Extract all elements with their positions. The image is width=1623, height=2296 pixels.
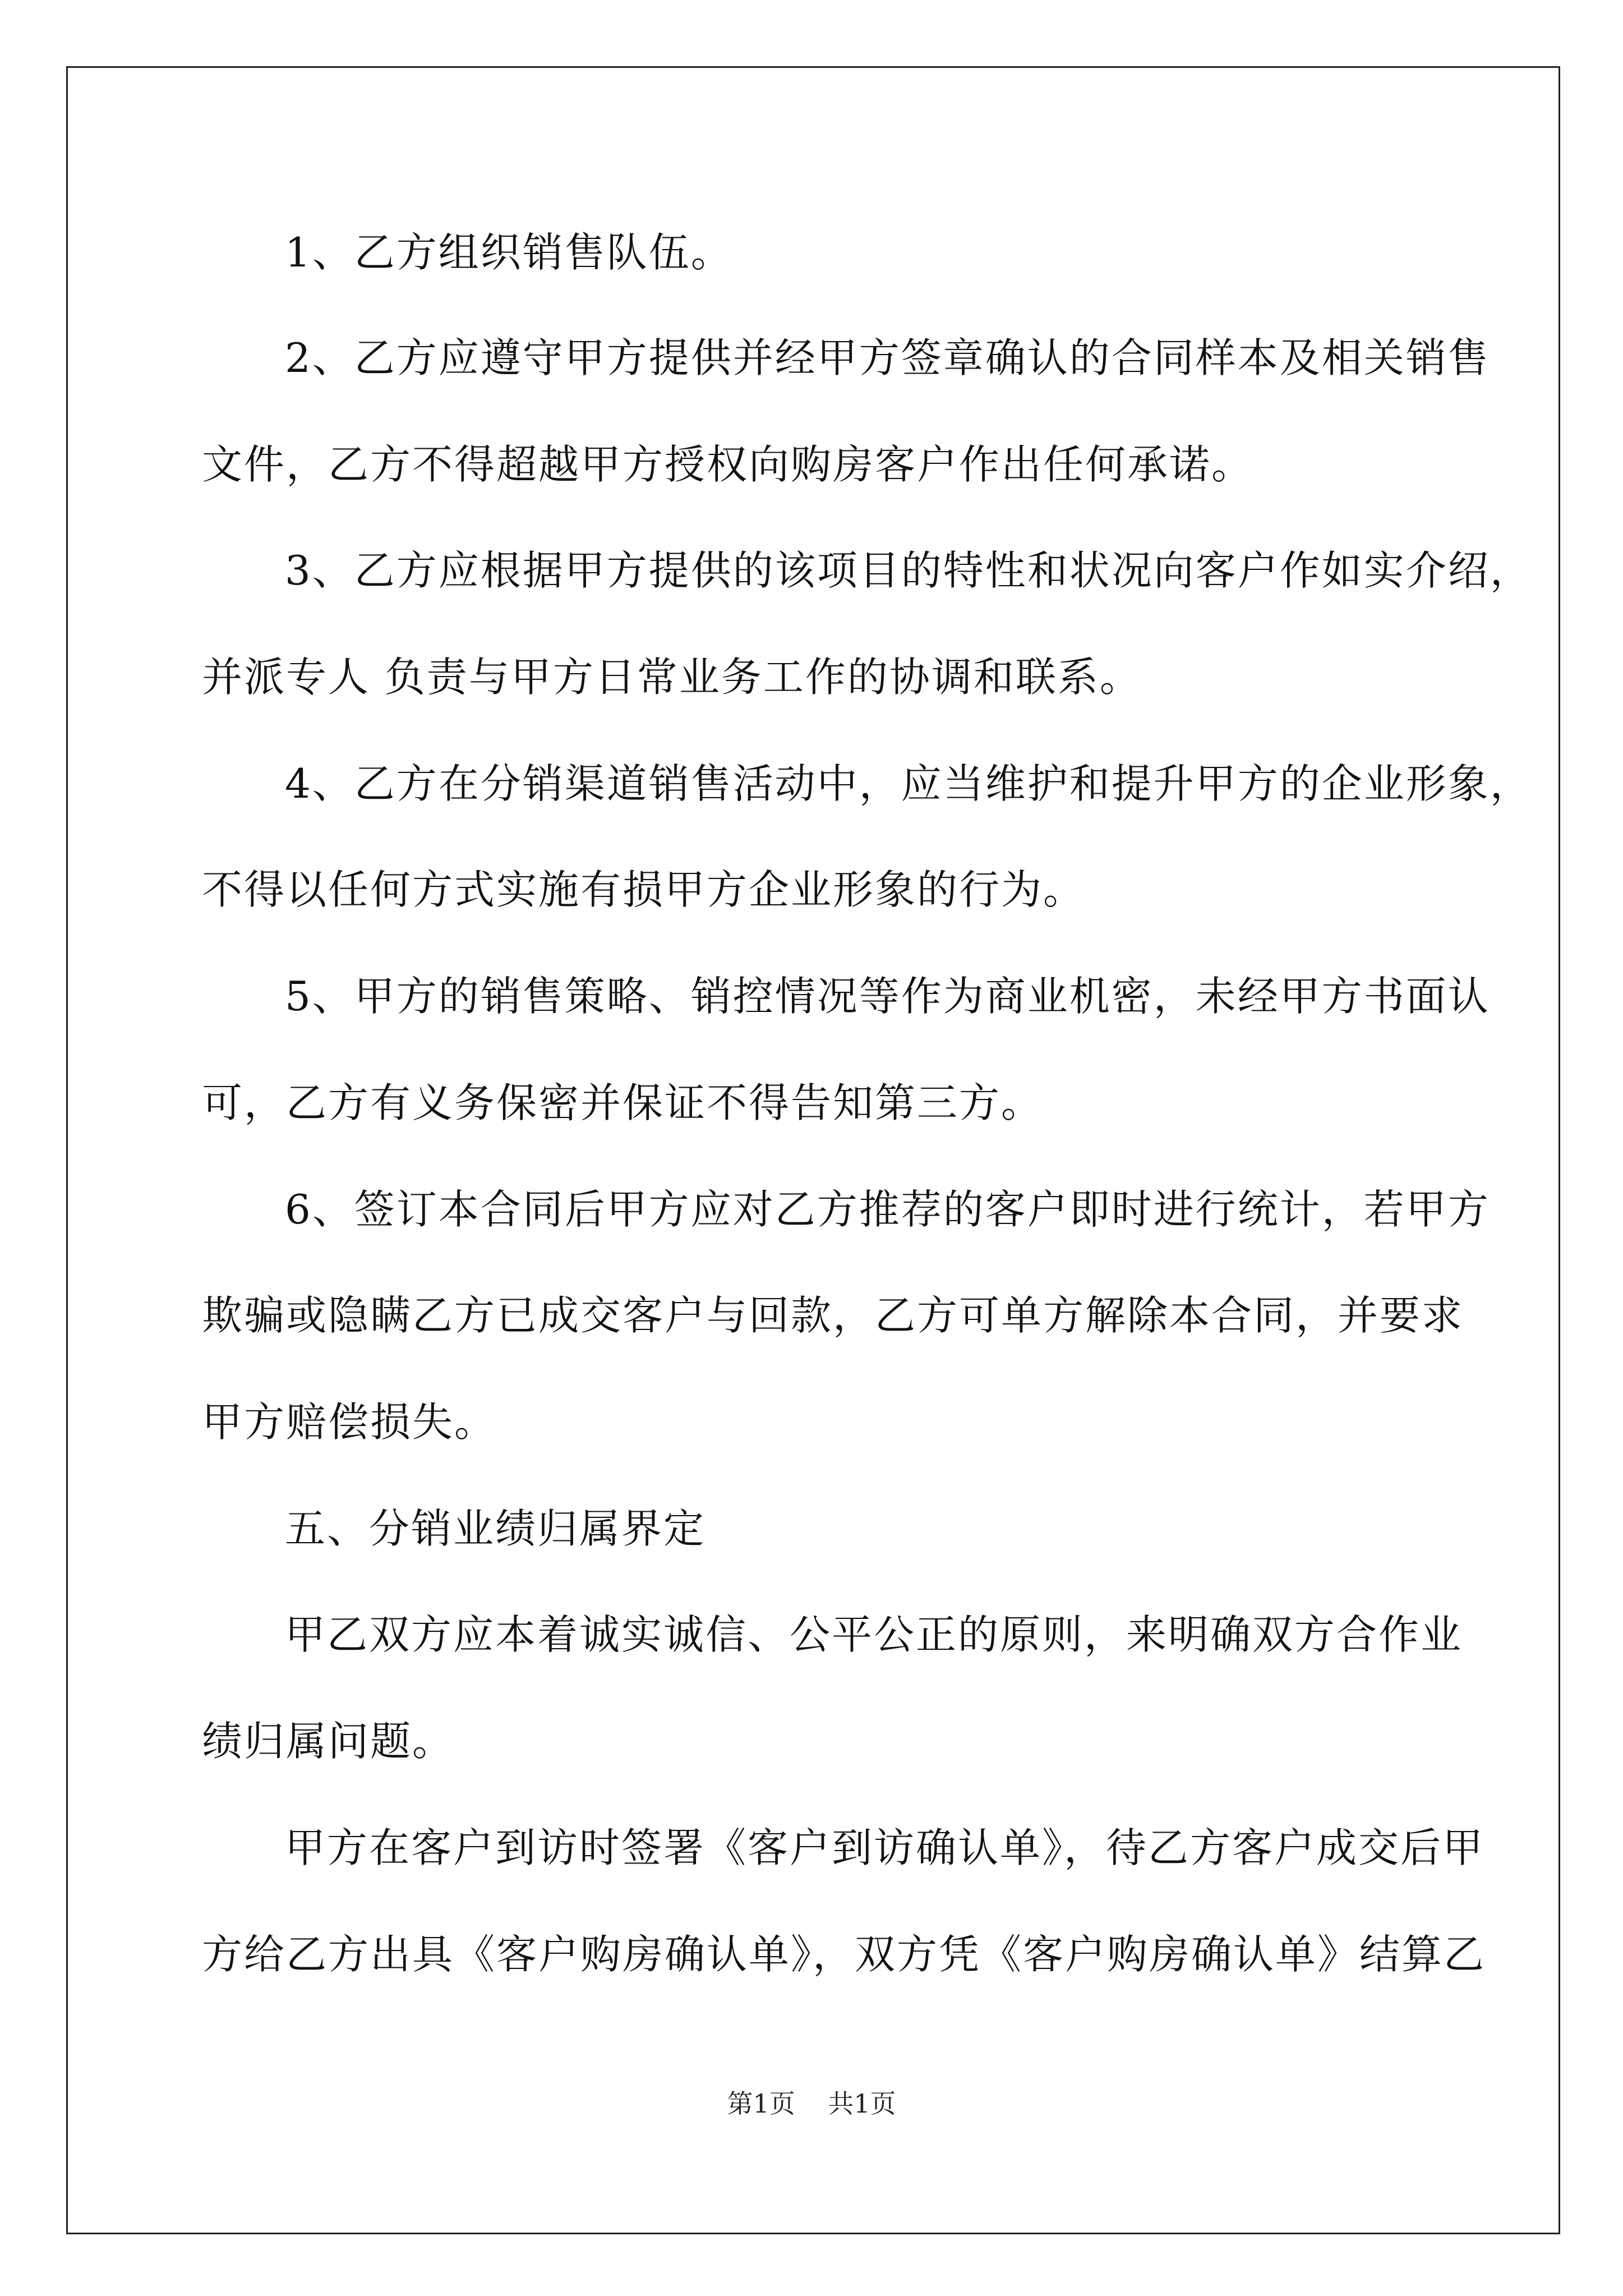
paragraph-line: 绩归属问题。 <box>202 1718 455 1765</box>
paragraph-line: 甲乙双方应本着诚实诚信、公平公正的原则，来明确双方合作业 <box>285 1611 1463 1658</box>
paragraph-line: 欺骗或隐瞒乙方已成交客户与回款，乙方可单方解除本合同，并要求 <box>202 1292 1464 1339</box>
paragraph-line: 方给乙方出具《客户购房确认单》，双方凭《客户购房确认单》结算乙 <box>202 1931 1486 1978</box>
paragraph-line: 5、甲方的销售策略、销控情况等作为商业机密，未经甲方书面认 <box>285 973 1490 1020</box>
paragraph-line: 3、乙方应根据甲方提供的该项目的特性和状况向客户作如实介绍， <box>285 547 1532 594</box>
paragraph-line: 不得以任何方式实施有损甲方企业形象的行为。 <box>202 866 1086 913</box>
page-border <box>66 66 1560 2234</box>
paragraph-line: 4、乙方在分销渠道销售活动中，应当维护和提升甲方的企业形象， <box>285 760 1532 807</box>
paragraph-line: 2、乙方应遵守甲方提供并经甲方签章确认的合同样本及相关销售 <box>285 334 1490 381</box>
paragraph-line: 6、签订本合同后甲方应对乙方推荐的客户即时进行统计，若甲方 <box>285 1186 1490 1233</box>
paragraph-line: 甲方在客户到访时签署《客户到访确认单》，待乙方客户成交后甲 <box>285 1824 1485 1871</box>
page-number: 第1页 <box>727 2088 795 2119</box>
paragraph-line: 文件，乙方不得超越甲方授权向购房客户作出任何承诺。 <box>202 441 1254 488</box>
paragraph-line: 可，乙方有义务保密并保证不得告知第三方。 <box>202 1079 1044 1126</box>
page-total: 共1页 <box>828 2088 896 2119</box>
section-heading: 五、分销业绩归属界定 <box>285 1505 706 1552</box>
paragraph-line: 甲方赔偿损失。 <box>202 1398 497 1446</box>
page-footer <box>0 2087 1623 2120</box>
paragraph-line: 并派专人 负责与甲方日常业务工作的协调和联系。 <box>202 654 1142 701</box>
paragraph-line: 1、乙方组织销售队伍。 <box>285 229 733 276</box>
